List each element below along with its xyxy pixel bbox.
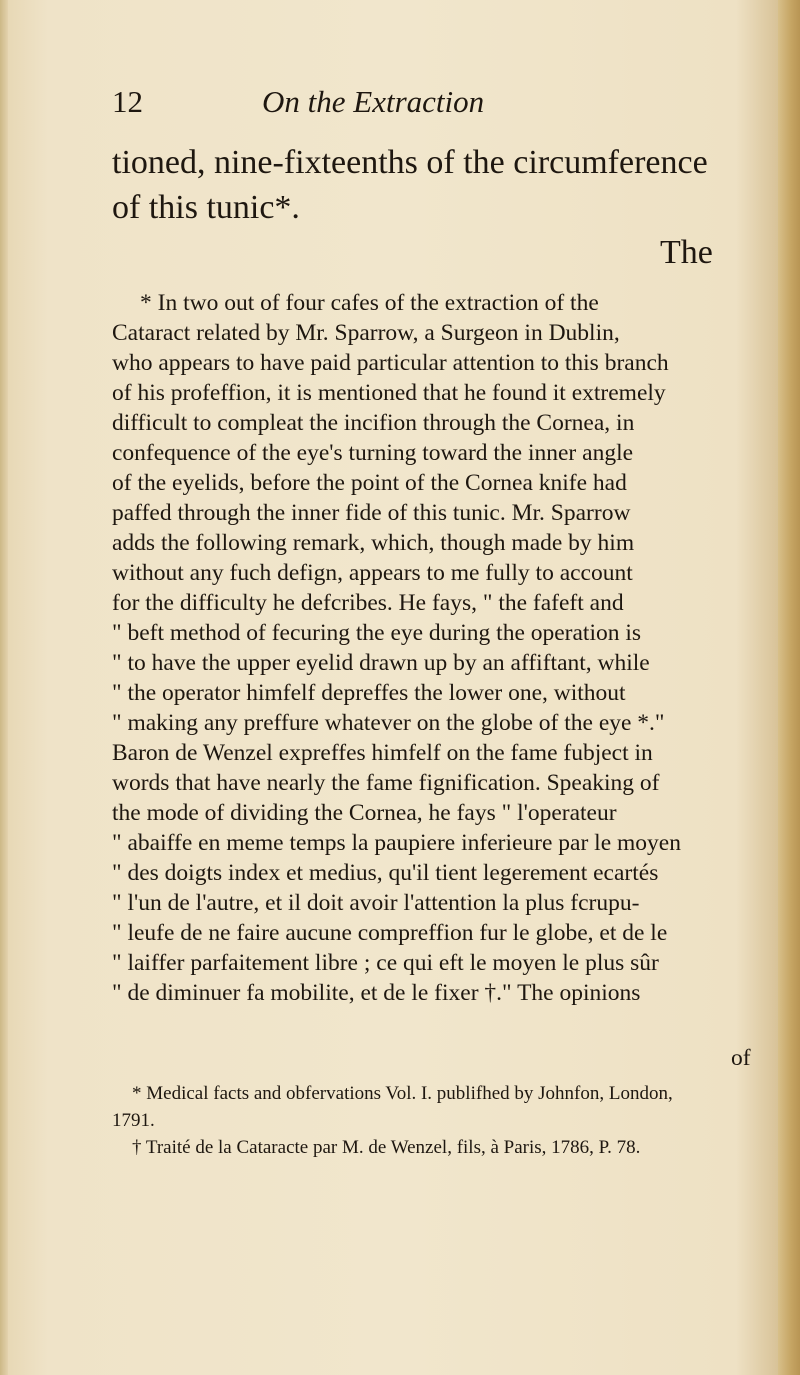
main-text xyxy=(112,140,762,230)
footnote-catchword: of xyxy=(731,1045,751,1071)
footnote-line: confequence of the eye's turning toward the inner angle xyxy=(112,440,634,466)
footnote-line: " de diminuer fa mobilite, et de le fixer †." The opinions xyxy=(112,980,641,1006)
footnote-line: difficult to compleat the incifion through the Cornea, in xyxy=(112,410,635,436)
footnote-line: " the operator himfelf depreffes the lower one, without xyxy=(112,680,626,706)
footnote-line: " l'un de l'autre, et il doit avoir l'attention la plus fcrupu- xyxy=(112,890,640,916)
running-header xyxy=(112,84,732,124)
footnote-line: " abaiffe en meme temps la paupiere inferieure par le moyen xyxy=(112,830,681,856)
main-text-line: tioned, nine-fixteenths of the circumference xyxy=(112,144,708,181)
footnote-line: of the eyelids, before the point of the Cornea knife had xyxy=(112,470,627,496)
footnote-line: who appears to have paid particular attention to this branch xyxy=(112,350,669,376)
footnote-line: " des doigts index et medius, qu'il tient legerement ecartés xyxy=(112,860,659,886)
footnote-line: of his profeffion, it is mentioned that he found it extremely xyxy=(112,380,666,406)
main-text-line: of this tunic*. xyxy=(112,189,300,226)
footnote-line: " to have the upper eyelid drawn up by an affiftant, while xyxy=(112,650,650,676)
footnote-line: " laiffer parfaitement libre ; ce qui eft le moyen le plus sûr xyxy=(112,950,659,976)
references xyxy=(112,1080,772,1161)
footnote xyxy=(112,288,762,1008)
footnote-line: adds the following remark, which, though made by him xyxy=(112,530,635,556)
reference-line: * Medical facts and obfervations Vol. I. publifhed by Johnfon, London, xyxy=(132,1083,673,1104)
footnote-line: " beft method of fecuring the eye during the operation is xyxy=(112,620,642,646)
footnote-line: " making any preffure whatever on the globe of the eye *." xyxy=(112,710,665,736)
footnote-line: " leufe de ne faire aucune compreffion fur le globe, et de le xyxy=(112,920,668,946)
page-number: 12 xyxy=(112,84,143,119)
footnote-line: Cataract related by Mr. Sparrow, a Surgeon in Dublin, xyxy=(112,320,620,346)
footnote-line: Baron de Wenzel expreffes himfelf on the fame fubject in xyxy=(112,740,653,766)
footnote-line: the mode of dividing the Cornea, he fays " l'operateur xyxy=(112,800,617,826)
footnote-line: without any fuch defign, appears to me fully to account xyxy=(112,560,633,586)
main-catchword: The xyxy=(660,234,713,271)
footnote-line: * In two out of four cafes of the extraction of the xyxy=(140,290,599,316)
footnote-line: paffed through the inner fide of this tunic. Mr. Sparrow xyxy=(112,500,631,526)
book-binding-edge xyxy=(778,0,800,1375)
reference-line: † Traité de la Cataracte par M. de Wenzel, fils, à Paris, 1786, P. 78. xyxy=(132,1137,641,1158)
footnote-line: for the difficulty he defcribes. He fays, " the fafeft and xyxy=(112,590,624,616)
running-title: On the Extraction xyxy=(262,84,485,119)
footnote-line: words that have nearly the fame fignification. Speaking of xyxy=(112,770,660,796)
page-left-edge xyxy=(0,0,8,1375)
reference-line: 1791. xyxy=(112,1110,155,1131)
